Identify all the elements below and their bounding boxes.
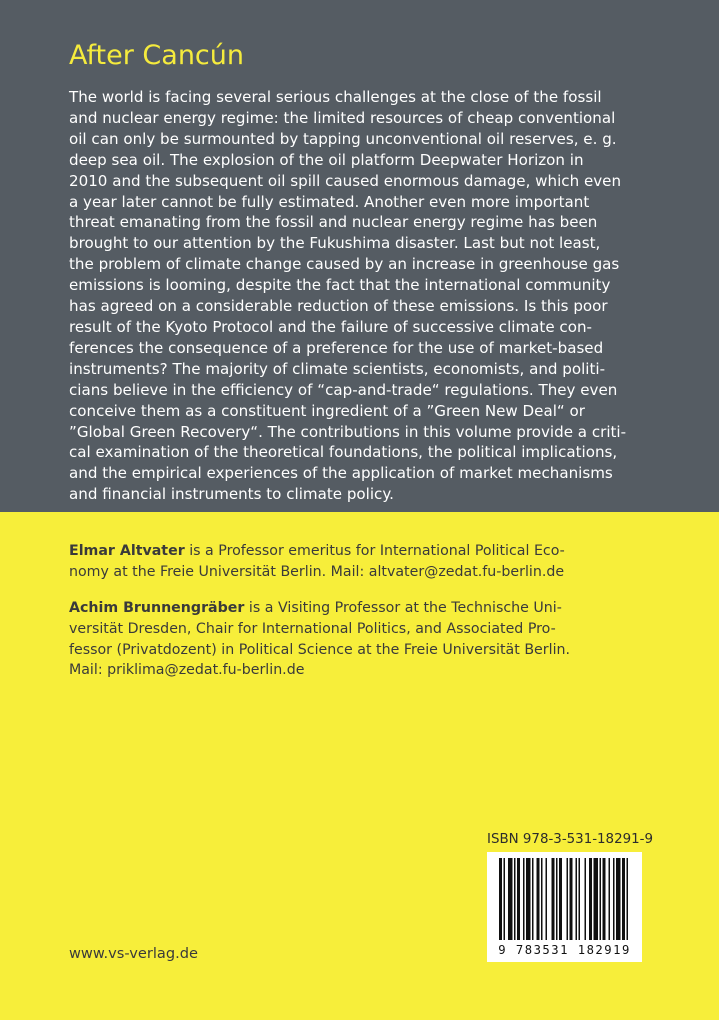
barcode-bar	[603, 858, 606, 940]
barcode-bar	[552, 858, 555, 940]
barcode-bar	[504, 858, 506, 940]
description-line: a year later cannot be fully estimated. Another even more important	[69, 192, 590, 211]
description-line: the problem of climate change caused by an increase in greenhouse gas	[69, 255, 620, 274]
description-line: has agreed on a considerable reduction of these emissions. Is this poor	[69, 297, 608, 316]
barcode-bar	[594, 858, 599, 940]
description-line: and the empirical experiences of the application of market mechanisms	[69, 464, 613, 483]
description-line: oil can only be surmounted by tapping unconventional oil reserves, e. g.	[69, 129, 617, 148]
author-bio-line: Mail: priklima@zedat.fu-berlin.de	[69, 662, 305, 679]
description-line: cians believe in the efficiency of “cap-and-trade“ regulations. They even	[69, 380, 618, 399]
description-line: and nuclear energy regime: the limited resources of cheap conventional	[69, 108, 616, 127]
author-bio-text: is a Visiting Professor at the Technische Uni-	[244, 600, 562, 616]
author-bio-brunnengraeber	[69, 598, 649, 681]
barcode-bar	[567, 858, 569, 940]
barcode-bar	[589, 858, 592, 940]
author-bio-text: is a Professor emeritus for International Political Eco-	[184, 543, 565, 559]
author-name: Elmar Altvater	[69, 543, 185, 559]
description-line: cal examination of the theoretical foundations, the political implications,	[69, 443, 618, 462]
barcode-bar	[499, 858, 502, 940]
author-bio-line	[69, 598, 649, 619]
barcode-bar	[579, 858, 581, 940]
barcode-bar	[559, 858, 562, 940]
book-title: After Cancún	[69, 40, 244, 71]
barcode-bar	[514, 858, 516, 940]
barcode-bar	[622, 858, 625, 940]
description-line: ferences the consequence of a preference for the use of market-based	[69, 338, 604, 357]
description-line: conceive them as a constituent ingredient of a ”Green New Deal“ or	[69, 401, 585, 420]
description-line: and financial instruments to climate policy.	[69, 485, 394, 504]
author-bio-altvater	[69, 541, 649, 583]
barcode-bar	[517, 858, 520, 940]
author-bio-line: nomy at the Freie Universität Berlin. Mail: altvater@zedat.fu-berlin.de	[69, 563, 565, 580]
publisher-website: www.vs-verlag.de	[69, 945, 198, 962]
description-line: ”Global Green Recovery“. The contributions in this volume provide a criti-	[69, 422, 627, 441]
barcode-digits: 9 783531 182919	[498, 943, 631, 957]
barcode-bar	[570, 858, 573, 940]
barcode-bar	[532, 858, 534, 940]
barcode-bar	[609, 858, 611, 940]
author-bio-line: versität Dresden, Chair for International Politics, and Associated Pro-	[69, 620, 556, 637]
barcode-bar	[541, 858, 543, 940]
description-line: result of the Kyoto Protocol and the failure of successive climate con-	[69, 317, 592, 336]
barcode-bar	[616, 858, 621, 940]
book-description	[69, 87, 649, 505]
author-bio-line: fessor (Privatdozent) in Political Science at the Freie Universität Berlin.	[69, 641, 571, 658]
description-line: emissions is looming, despite the fact that the international community	[69, 276, 611, 295]
author-bio-line	[69, 541, 649, 562]
description-line: brought to our attention by the Fukushima disaster. Last but not least,	[69, 234, 601, 253]
barcode-bar	[585, 858, 587, 940]
author-name: Achim Brunnengräber	[69, 600, 245, 616]
isbn-label: ISBN 978-3-531-18291-9	[487, 832, 653, 847]
barcode-bar	[556, 858, 558, 940]
barcode-bar	[613, 858, 615, 940]
description-line: instruments? The majority of climate scientists, economists, and politi-	[69, 359, 606, 378]
barcode-bar	[600, 858, 602, 940]
description-line: 2010 and the subsequent oil spill caused enormous damage, which even	[69, 171, 622, 190]
description-line: threat emanating from the fossil and nuclear energy regime has been	[69, 213, 598, 232]
barcode-bar	[537, 858, 540, 940]
barcode-bar	[523, 858, 525, 940]
barcode-bar	[526, 858, 531, 940]
barcode-bar	[508, 858, 513, 940]
description-line: deep sea oil. The explosion of the oil platform Deepwater Horizon in	[69, 150, 584, 169]
barcode	[487, 852, 642, 962]
barcode-bar	[576, 858, 578, 940]
description-line: The world is facing several serious challenges at the close of the fossil	[69, 88, 602, 106]
barcode-bar	[546, 858, 548, 940]
barcode-bar	[627, 858, 629, 940]
